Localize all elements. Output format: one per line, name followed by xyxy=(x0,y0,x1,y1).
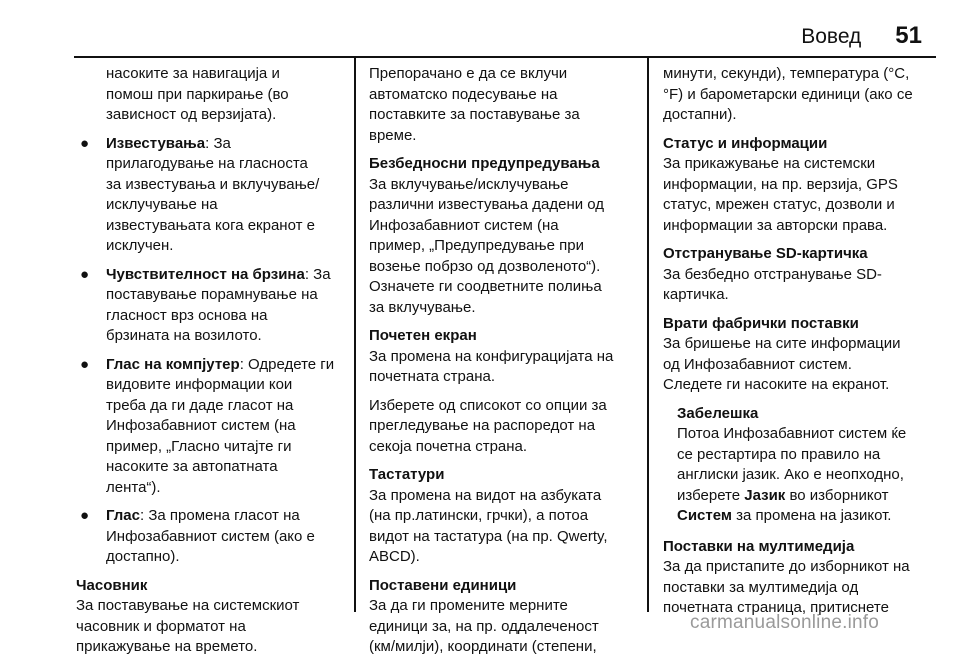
bullet-computer-voice: ● Глас на компјутер: Одредете ги видовите информации кои треба да ги даде гласот на Инфозабавниот систем (на пример, „Гласно читајте ги насоките за автопатната лента“). xyxy=(80,355,335,496)
note-heading: Забелешка xyxy=(677,404,759,422)
bullet-voice: ● Глас: За промена гласот на Инфозабавниот систем (ако е достапно). xyxy=(80,507,315,565)
bullet-icon: ● xyxy=(80,265,90,283)
column-divider-2 xyxy=(647,57,649,612)
bullet-speed-sensitivity: ● Чувствителност на брзина: За поставување порамнување на гласност врз основа на брзината на возилото. xyxy=(80,265,331,344)
header-rule xyxy=(74,56,936,58)
clock-heading: Часовник xyxy=(76,576,148,594)
system-menu-term: Систем xyxy=(677,507,732,524)
bullet-notifications: ● Известувања: За прилагодување на гласноста за известувања и вклучување/ исклучување на известувањата кога екранот е исклучен. xyxy=(80,134,320,254)
home-screen-heading: Почетен екран xyxy=(369,327,477,344)
units-text: За да ги промените мерните единици за, на пр. оддалеченост (км/милји), координати (степени, xyxy=(369,597,599,655)
status-heading: Статус и информации xyxy=(663,134,828,152)
page-header xyxy=(801,22,922,52)
language-menu-term: Јазик xyxy=(744,486,786,504)
status-text: За прикажување на системски информации, на пр. верзија, GPS статус, мрежен статус, дозволи и информации за авторски права. xyxy=(663,155,898,234)
intro-text: Препорачано е да се вклучи автоматско подесување на поставките за поставување за време. xyxy=(369,65,580,144)
bullet-icon: ● xyxy=(80,507,90,524)
column-3 xyxy=(663,64,938,619)
home-screen-text: За промена на конфигурацијата на почетната страна. xyxy=(369,347,614,385)
home-screen-text-2: Изберете од списокот со опции за прегледување на распоредот на секоја почетна страна. xyxy=(369,396,607,455)
safety-text: За вклучување/исклучување различни известувања дадени од Инфозабавниот систем (на пример, „Предупредување при возење побрзо од дозволеното“). Означете ги соодветните полиња за вклучување. xyxy=(369,175,605,316)
sd-card-heading: Отстранување SD-картичка xyxy=(663,245,868,262)
factory-reset-text: За бришење на сите информации од Инфозабавниот систем. xyxy=(663,335,901,373)
keyboards-heading: Тастатури xyxy=(369,466,445,483)
page-number: 51 xyxy=(895,22,922,49)
continued-text: насоките за навигација и помош при паркирање (во зависност од верзијата). xyxy=(106,65,289,123)
units-heading: Поставени единици xyxy=(369,576,517,594)
column-2 xyxy=(369,64,634,658)
factory-reset-heading: Врати фабрички поставки xyxy=(663,314,859,332)
units-continued-text: минути, секунди), температура (°C, °F) и барометарски единици (ако се достапни). xyxy=(663,65,913,123)
bullet-icon: ● xyxy=(80,134,90,152)
bullet-icon: ● xyxy=(80,355,90,373)
column-1 xyxy=(76,64,356,658)
multimedia-heading: Поставки на мултимедија xyxy=(663,537,855,555)
note-block: Забелешка Потоа Инфозабавниот систем ќе се рестартира по правило на англиски јазик. Ако е неопходно, изберете Јазик во изборникот Систем за промена на јазикот. xyxy=(663,404,938,527)
multimedia-text: За да пристапите до изборникот на поставки за мултимедија од почетната страница, притиснете xyxy=(663,558,910,616)
clock-text: За поставување на системскиот часовник и форматот на прикажување на времето. xyxy=(76,597,300,655)
watermark-text: carmanualsonline.info xyxy=(690,612,880,633)
keyboards-text: За промена на видот на азбуката (на пр.латински, грчки), а потоа видот на тастатура (на пр. Qwerty, ABCD). xyxy=(369,486,608,565)
safety-heading: Безбедносни предупредувања xyxy=(369,155,600,172)
section-title: Вовед xyxy=(801,25,862,48)
factory-reset-text-2: Следете ги насоките на екранот. xyxy=(663,376,890,393)
sd-card-text: За безбедно отстранување SD- картичка. xyxy=(663,265,882,303)
